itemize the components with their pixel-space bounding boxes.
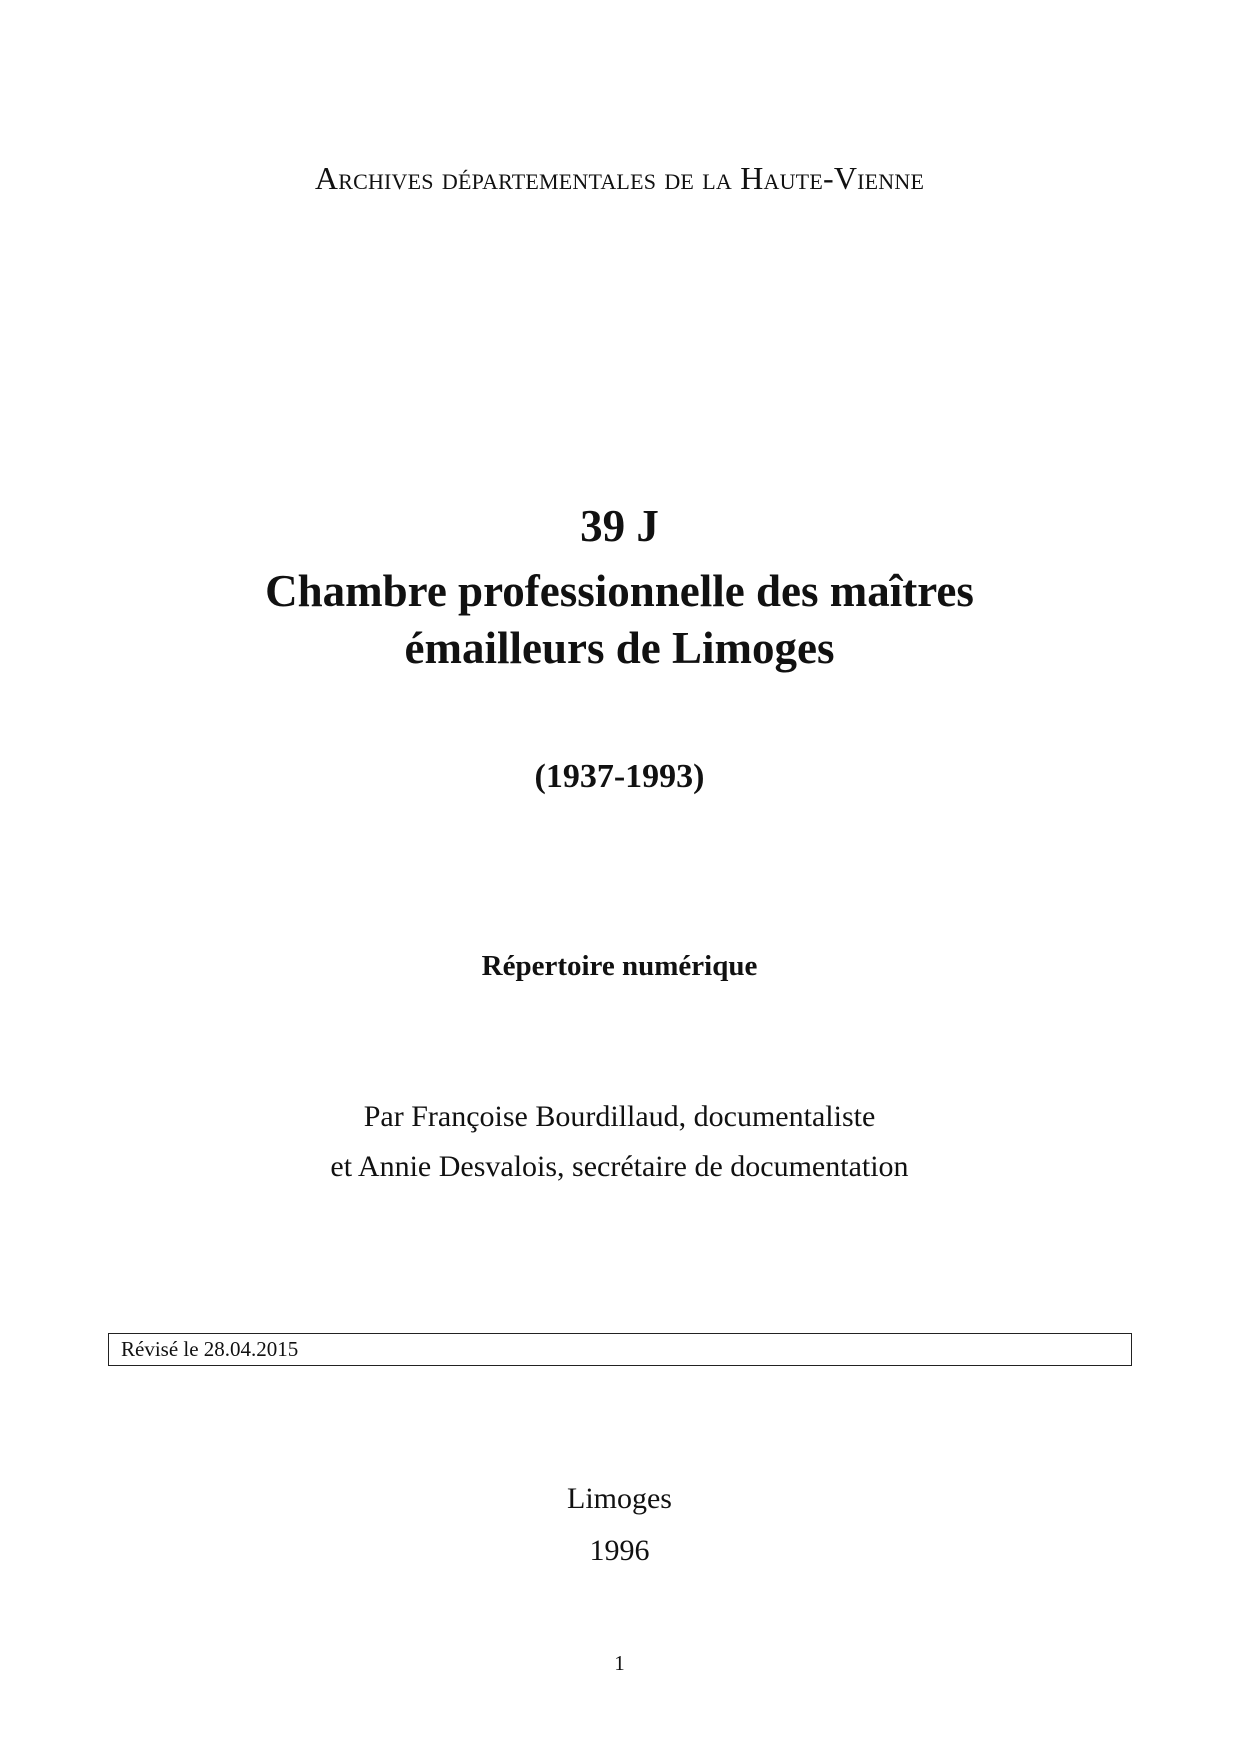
authors-line-2: et Annie Desvalois, secrétaire de documentation xyxy=(330,1150,909,1183)
revision-box: Révisé le 28.04.2015 xyxy=(108,1333,1132,1366)
authors-line-1: Par Françoise Bourdillaud, documentaliste xyxy=(363,1100,876,1133)
fonds-title-line-1: Chambre professionnelle des maîtres xyxy=(265,566,974,616)
institution-name: Archives départementales de la Haute-Vienne xyxy=(314,160,925,196)
document-type: Répertoire numérique xyxy=(481,950,758,982)
fonds-dates: (1937-1993) xyxy=(534,758,705,795)
fonds-cote: 39 J xyxy=(580,501,659,551)
fonds-title-line-2: émailleurs de Limoges xyxy=(404,623,835,673)
imprint-year: 1996 xyxy=(589,1534,650,1567)
imprint-place: Limoges xyxy=(567,1482,672,1515)
page-number: 1 xyxy=(614,1651,625,1675)
